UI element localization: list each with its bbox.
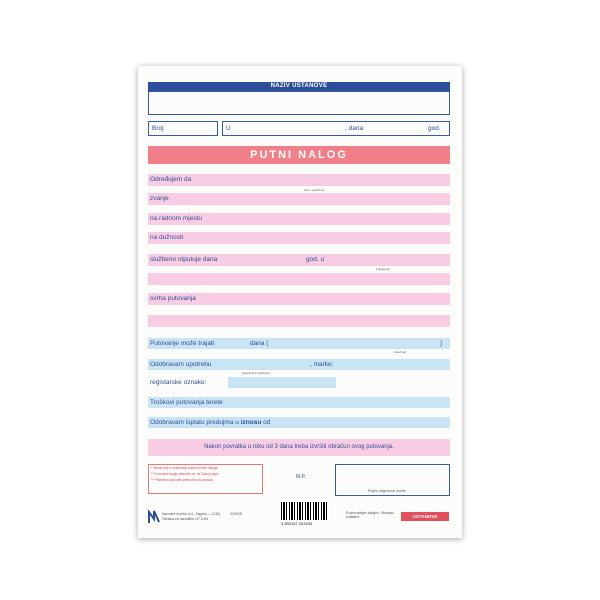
publisher-code: 920005 (230, 512, 242, 516)
barcode-number: 3 850157 003433 (281, 521, 313, 526)
potpis-label: Potpis odgovorne osobe (368, 489, 406, 493)
marke-label: , marke: (310, 361, 334, 368)
publisher-line2: Oznaka za narudžbu UT-II-84 (162, 517, 208, 521)
predujam-label: Odobravam isplatu predujma u iznosu od (150, 419, 271, 426)
notice-bar: Nakon povratka u roku od 3 dana treba izvršiti obračun ovog putovanja. (148, 439, 450, 456)
duznosti-row[interactable] (148, 232, 450, 244)
duznosti-label: na dužnosti (150, 234, 184, 241)
slovima-hint: (slovima) (394, 350, 407, 354)
form-title: PUTNI NALOG (148, 146, 450, 164)
trajati-label: Putovanje može trajati (150, 340, 215, 347)
dana-label: , dana (345, 125, 364, 132)
odredujem-label: Određujem da (150, 176, 192, 183)
u-label: U (226, 125, 231, 132)
ustanove-badge: USTANOVE (401, 512, 449, 521)
god-u-label: god. u (306, 256, 325, 263)
broj-label: Broj (152, 125, 164, 132)
podnositelj-text: Podnositeljev zahtjev: Obrazac ovlašten (346, 511, 395, 519)
form-sheet: NAZIV USTANOVE Broj U , dana god. PUTNI NALOG Određujem da (ime i prezime) zvanje na radnom mjestu na dužnosti službeno otputuje dana god. u (mjesto-a) svrha putovanja Putovanje može trajati dana ( ) (slovima) Odobravam upotrebu , marke: (prijevozno sredstvo) registarske oznake: Troškovi putovanja terete Odobravam isplatu predujma u iznosu od Nakon povratka u roku od 3 dana treba izvršiti obračun ovog putovanja. * Tekući broj iz evidencije izdanih putnih naloga ** Pomorske kopije dnevnik i dr. na Zakoni papir *** Pismeno popunite prethodno na obrazac M.P. Potpis odgovorne osobe Narodne novine d.d., Zagreb — (130) Oznaka za narudžbu UT-II-84 920005 3 850157 003433 Podnositeljev zahtjev: Obrazac ovlašten USTANOVE (138, 66, 462, 538)
ime-hint: (ime i prezime) (304, 188, 324, 192)
zvanje-row[interactable] (148, 193, 450, 205)
registarske-field[interactable] (228, 377, 336, 388)
dana-paren-label: dana ( (250, 340, 269, 347)
svrha-label: svrha putovanja (150, 295, 196, 302)
barcode (281, 502, 329, 520)
god-label: god. (428, 125, 441, 132)
odredujem-row[interactable] (148, 174, 450, 186)
mp-label: M.P. (296, 474, 306, 480)
registarske-label: registarske oznake: (150, 379, 207, 386)
prijevozno-hint: (prijevozno sredstvo) (242, 371, 270, 375)
footnotes-box: * Tekući broj iz evidencije izdanih putnih naloga ** Pomorske kopije dnevnik i dr. na Zakoni papir *** Pismeno popunite prethodno na obrazac (148, 464, 263, 494)
zvanje-label: zvanje (150, 195, 169, 202)
naziv-header: NAZIV USTANOVE (148, 82, 450, 91)
troskovi-label: Troškovi putovanja terete (150, 399, 223, 406)
svrha-row-2[interactable] (148, 315, 450, 327)
publisher-logo-icon (148, 510, 160, 524)
radno-mjesto-label: na radnom mjestu (150, 215, 203, 222)
extra-row[interactable] (148, 273, 450, 285)
sluzbeno-label: službeno otputuje dana (150, 256, 218, 263)
mjesto-hint: (mjesto-a) (376, 267, 390, 271)
publisher-line1: Narodne novine d.d., Zagreb — (130) (162, 512, 221, 516)
odobravam-label: Odobravam upotrebu (150, 361, 212, 368)
location-date-field[interactable] (222, 121, 450, 136)
naziv-field[interactable] (148, 91, 450, 115)
